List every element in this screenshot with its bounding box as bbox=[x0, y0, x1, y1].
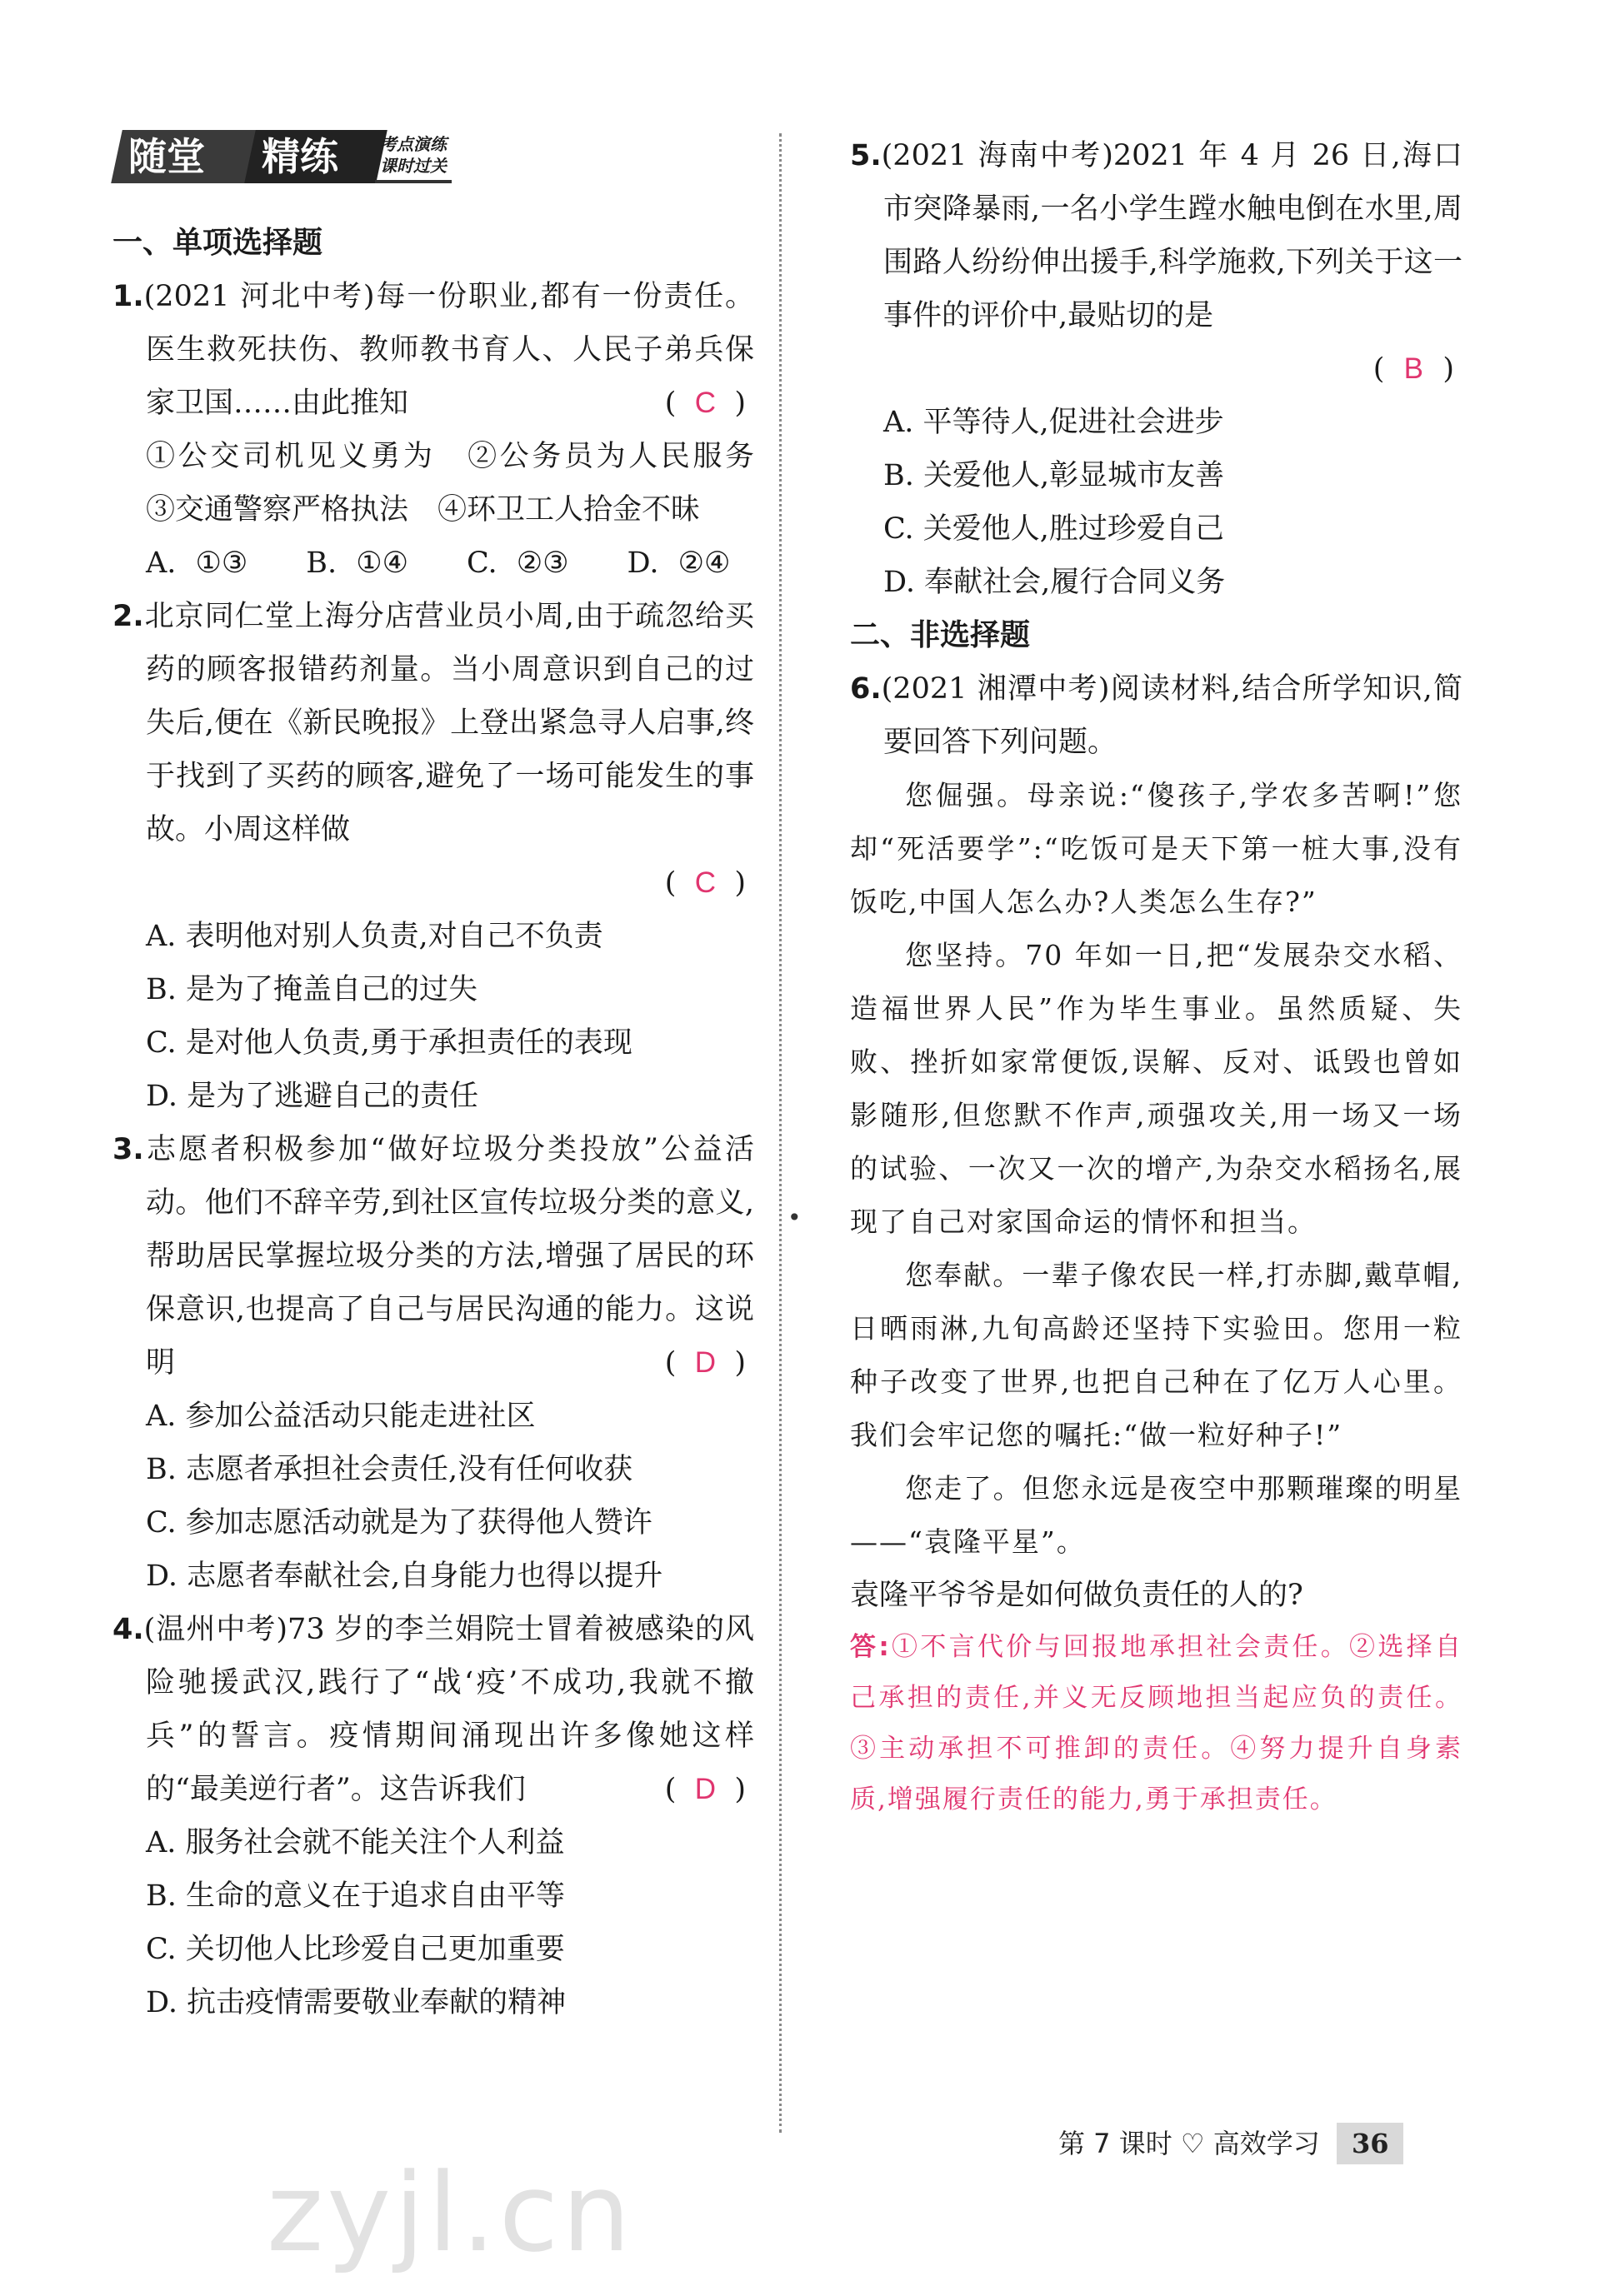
question-6 bbox=[850, 662, 1462, 1825]
answer-block bbox=[850, 1622, 1462, 1825]
question-stem: (2021 海南中考)2021 年 4 月 26 日,海口市突降暴雨,一名小学生蹚水触电倒在水里,周围路人纷纷伸出援手,科学施救,下列关于这一事件的评价中,最贴切的是 bbox=[881, 139, 1462, 332]
answer-letter: D bbox=[694, 1346, 716, 1379]
option-b: B. 生命的意义在于追求自由平等 bbox=[146, 1879, 565, 1913]
question-stem: (2021 湘潭中考)阅读材料,结合所学知识,简要回答下列问题。 bbox=[881, 672, 1462, 759]
option-d: D. 抗击疫情需要敬业奉献的精神 bbox=[146, 1986, 567, 2019]
question-number: 4. bbox=[112, 1613, 144, 1646]
question-stem: 志愿者积极参加“做好垃圾分类投放”公益活动。他们不辞辛劳,到社区宣传垃圾分类的意义,帮助居民掌握垃圾分类的方法,增强了居民的环保意识,也提高了自己与居民沟通的能力。这说明 bbox=[143, 1133, 754, 1380]
option-a: A. 表明他对别人负责,对自己不负责 bbox=[146, 920, 603, 953]
option-b: B. 志愿者承担社会责任,没有任何收获 bbox=[146, 1453, 633, 1486]
footer-lesson: 第 7 课时 bbox=[1058, 2128, 1172, 2159]
option-d: D. 奉献社会,履行合同义务 bbox=[883, 566, 1226, 599]
option-d: D. 是为了逃避自己的责任 bbox=[146, 1080, 479, 1113]
option-d: D. 志愿者奉献社会,自身能力也得以提升 bbox=[146, 1560, 663, 1593]
question-4: 4.(温州中考)73 岁的李兰娟院士冒着被感染的风险驰援武汉,践行了“战‘疫’不成功,我就不撤兵”的誓言。疫情期间涌现出许多像她这样的“最美逆行者”。这告诉我们 ( D ) A. 服务社会就不能关注个人利益 B. 生命的意义在于追求自由平等 C. 关切他人比珍爱自己更加重要 D. 抗击疫情需要敬业奉献的精神 bbox=[112, 1603, 754, 2029]
section-title-nonchoice: 二、非选择题 bbox=[850, 618, 1031, 652]
answer-letter: C bbox=[694, 866, 716, 899]
right-column bbox=[850, 129, 1462, 1825]
banner-tag-suitang: 随堂 bbox=[111, 130, 262, 183]
left-column bbox=[112, 217, 784, 2029]
material-paragraph-3: 您奉献。一辈子像农民一样,打赤脚,戴草帽,日晒雨淋,九旬高龄还坚持下实验田。您用一粒种子改变了世界,也把自己种在了亿万人心里。我们会牢记您的嘱托:“做一粒好种子!” bbox=[850, 1259, 1462, 1451]
option-b: B. 关爱他人,彰显城市友善 bbox=[883, 459, 1225, 492]
question-5: 5.(2021 海南中考)2021 年 4 月 26 日,海口市突降暴雨,一名小学生蹚水触电倒在水里,周围路人纷纷伸出援手,科学施救,下列关于这一事件的评价中,最贴切的是 ( B ) A. 平等待人,促进社会进步 B. 关爱他人,彰显城市友善 C. 关爱他人,胜过珍爱自己 D. 奉献社会,履行合同义务 bbox=[850, 129, 1462, 609]
question-stem: 北京同仁堂上海分店营业员小周,由于疏忽给买药的顾客报错药剂量。当小周意识到自己的过失后,便在《新民晚报》上登出紧急寻人启事,终于找到了买药的顾客,避免了一场可能发生的事故。小周这样做 bbox=[143, 600, 754, 846]
answer-label: 答: bbox=[850, 1632, 891, 1662]
answer-letter: B bbox=[1403, 352, 1424, 385]
answer-text: ①不言代价与回报地承担社会责任。②选择自己承担的责任,并义无反顾地担当起应负的责任。③主动承担不可推卸的责任。④努力提升自身素质,增强履行责任的能力,勇于承担责任。 bbox=[850, 1632, 1462, 1814]
footer-section: 高效学习 bbox=[1212, 2128, 1320, 2159]
option-a: A. 参加公益活动只能走进社区 bbox=[146, 1400, 536, 1433]
dot-mark: • bbox=[788, 1204, 802, 1231]
column-divider bbox=[779, 133, 782, 2133]
answer-letter: D bbox=[694, 1773, 716, 1805]
question-stem: (2021 河北中考)每一份职业,都有一份责任。医生救死扶伤、教师教书育人、人民子弟兵保家卫国……由此推知 bbox=[143, 280, 754, 420]
option-b: B. 是为了掩盖自己的过失 bbox=[146, 973, 478, 1006]
question-number: 1. bbox=[112, 280, 144, 313]
material-paragraph-4: 您走了。但您永远是夜空中那颗璀璨的明星——“袁隆平星”。 bbox=[850, 1472, 1462, 1558]
material-paragraph-1: 您倔强。母亲说:“傻孩子,学农多苦啊!”您却“死活要学”:“吃饭可是天下第一桩大事,没有饭吃,中国人怎么办?人类怎么生存?” bbox=[850, 779, 1462, 918]
option-c: C. 参加志愿活动就是为了获得他人赞许 bbox=[146, 1506, 652, 1540]
option-a: A. 平等待人,促进社会进步 bbox=[883, 406, 1224, 439]
option-c: C. 是对他人负责,勇于承担责任的表现 bbox=[146, 1026, 632, 1060]
watermark: zyjl.cn bbox=[267, 2149, 634, 2276]
material-paragraph-2: 您坚持。70 年如一日,把“发展杂交水稻、造福世界人民”作为毕生事业。虽然质疑、失败、挫折如家常便饭,误解、反对、诋毁也曾如影随形,但您默不作声,顽强攻关,用一场又一场的试验、一次又一次的增产,为杂交水稻扬名,展现了自己对家国命运的情怀和担当。 bbox=[850, 939, 1462, 1238]
option-c: C. 关爱他人,胜过珍爱自己 bbox=[883, 512, 1224, 546]
question-prompt: 袁隆平爷爷是如何做负责任的人的? bbox=[850, 1579, 1303, 1612]
answer-letter: C bbox=[694, 387, 716, 419]
question-number: 2. bbox=[112, 600, 144, 633]
banner-subtitle: 考点演练 课时过关 bbox=[375, 133, 452, 183]
question-2: 2.北京同仁堂上海分店营业员小周,由于疏忽给买药的顾客报错药剂量。当小周意识到自己的过失后,便在《新民晚报》上登出紧急寻人启事,终于找到了买药的顾客,避免了一场可能发生的事故。小周这样做 ( C ) A. 表明他对别人负责,对自己不负责 B. 是为了掩盖自己的过失 C. 是对他人负责,勇于承担责任的表现 D. 是为了逃避自己的责任 bbox=[112, 590, 754, 1123]
question-3: 3.志愿者积极参加“做好垃圾分类投放”公益活动。他们不辞辛劳,到社区宣传垃圾分类的意义,帮助居民掌握垃圾分类的方法,增强了居民的环保意识,也提高了自己与居民沟通的能力。这说明 ( D ) A. 参加公益活动只能走进社区 B. 志愿者承担社会责任,没有任何收获 C. 参加志愿活动就是为了获得他人赞许 D. 志愿者奉献社会,自身能力也得以提升 bbox=[112, 1123, 754, 1603]
question-number: 6. bbox=[850, 672, 882, 706]
option-a: A. 服务社会就不能关注个人利益 bbox=[146, 1826, 565, 1859]
option-c: C. 关切他人比珍爱自己更加重要 bbox=[146, 1933, 565, 1966]
question-number: 3. bbox=[112, 1133, 144, 1166]
question-stem: (温州中考)73 岁的李兰娟院士冒着被感染的风险驰援武汉,践行了“战‘疫’不成功,我就不撤兵”的誓言。疫情期间涌现出许多像她这样的“最美逆行者”。这告诉我们 bbox=[143, 1613, 754, 1806]
question-options: A. ①③ B. ①④ C. ②③ D. ②④ bbox=[146, 547, 731, 580]
banner-tag-jinglian: 精练 bbox=[244, 130, 388, 183]
section-title-choice: 一、单项选择题 bbox=[112, 226, 323, 260]
question-1: 1.(2021 河北中考)每一份职业,都有一份责任。医生救死扶伤、教师教书育人、人民子弟兵保家卫国……由此推知 ( C ) ①公交司机见义勇为 ②公务员为人民服务 ③交通警察严格执法 ④环卫工人拾金不昧 A. ①③ B. ①④ C. ②③ D. ②④ bbox=[112, 270, 754, 590]
heart-icon: ♡ bbox=[1180, 2128, 1205, 2159]
page-footer bbox=[1058, 2123, 1403, 2164]
section-banner bbox=[117, 125, 483, 192]
page-number: 36 bbox=[1337, 2123, 1404, 2164]
question-number: 5. bbox=[850, 139, 882, 172]
question-items: ①公交司机见义勇为 ②公务员为人民服务 ③交通警察严格执法 ④环卫工人拾金不昧 bbox=[146, 440, 784, 527]
